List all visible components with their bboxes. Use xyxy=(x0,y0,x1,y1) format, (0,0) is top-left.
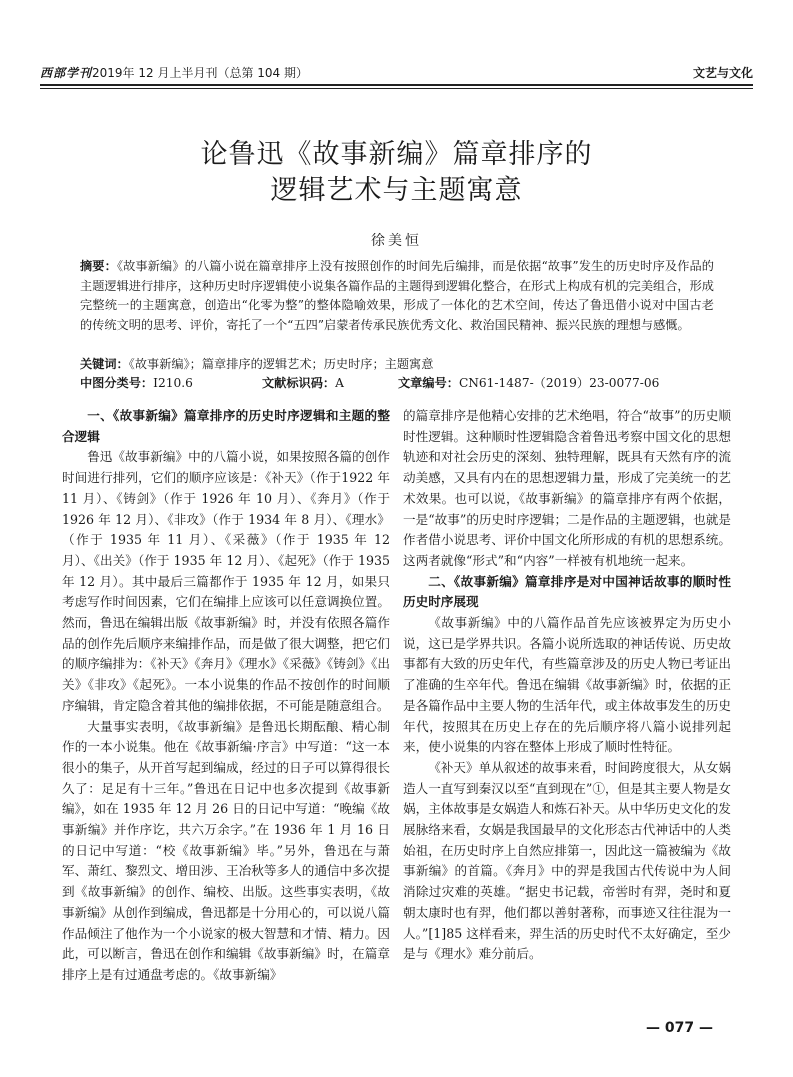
issue-info: 2019年 12 月上半月刊（总第 104 期） xyxy=(92,66,308,80)
paragraph: 鲁迅《故事新编》中的八篇小说，如果按照各篇的创作时间进行排列，它们的顺序应该是：《补天》（作于1922 年 11 月）、《铸剑》（作于 1926 年 10 月）、《奔月》（作于 1926 年 12 月）、《非攻》（作于 1934 年 8 月）、《理水》（作于 1935 年 11 月）、《采薇》（作于 1935 年 12 月）、《出关》（作于 1935 年 12 月）、《起死》（作于 1935 年 12 月）。其中最后三篇都作于 1935 年 12 月，如果只考虑写作时间因素，它们在编排上应该可以任意调换位置。然而，鲁迅在编辑出版《故事新编》时，并没有依照各篇作品的创作先后顺序来编排作品，而是做了很大调整，把它们的顺序编排为：《补天》《奔月》《理水》《采薇》《铸剑》《出关》《非攻》《起死》。一本小说集的作品不按创作的时间顺序编辑，肯定隐含着其他的编排依据，不可能是随意组合。 xyxy=(62,449,390,713)
article-title-line-2: 逻辑艺术与主题寓意 xyxy=(270,175,523,206)
header-rule xyxy=(40,84,753,86)
doc-value: A xyxy=(335,376,344,390)
keywords-text: 《故事新编》；篇章排序的逻辑艺术；历史时序；主题寓意 xyxy=(128,357,434,371)
page-number: — 077 — xyxy=(646,1020,713,1036)
right-column xyxy=(403,406,731,965)
article-number xyxy=(398,374,659,391)
keywords-label: 关键词： xyxy=(80,357,129,371)
paragraph: 的篇章排序是他精心安排的艺术绝唱，符合“故事”的历史顺时性逻辑。这种顺时性逻辑隐含着鲁迅考察中国文化的思想轨迹和对社会历史的深刻、独特理解，既具有天然有序的流动美感，又具有内在的思想逻辑力量，形成了完美统一的艺术效果。也可以说，《故事新编》的篇章排序有两个依据，一是“故事”的历史时序逻辑；二是作品的主题逻辑，也就是作者借小说思考、评价中国文化所形成的有机的思想系统。这两者就像“形式”和“内容”一样被有机地统一起来。 xyxy=(403,408,731,568)
doc-label: 文献标识码： xyxy=(262,376,336,390)
abstract xyxy=(80,257,714,335)
keywords xyxy=(80,355,714,374)
paragraph: 《故事新编》中的八篇作品首先应该被界定为历史小说，这已是学界共识。各篇小说所选取的神话传说、历史故事都有大致的历史年代，有些篇章涉及的历史人物已考证出了准确的生卒年代。鲁迅在编辑《故事新编》时，依据的正是各篇作品中主要人物的生活年代，或主体故事发生的历史年代，按照其在历史上存在的先后顺序将八篇小说排列起来，使小说集的内容在整体上形成了顺时性特征。 xyxy=(403,615,731,755)
article-number-label: 文章编号： xyxy=(398,376,459,390)
author-name: 徐美恒 xyxy=(371,233,422,249)
article-number-value: CN61-1487-（2019）23-0077-06 xyxy=(458,376,660,390)
section-name: 文艺与文化 xyxy=(692,66,753,80)
abstract-label: 摘要： xyxy=(80,259,117,273)
journal-masthead: 西部学刊 xyxy=(40,66,93,80)
paragraph: 大量事实表明，《故事新编》是鲁迅长期酝酿、精心制作的一本小说集。他在《故事新编·序言》中写道：“这一本很小的集子，从开首写起到编成，经过的日子可以算得很长久了：足足有十三年。”鲁迅在日记中也多次提到《故事新编》，如在 1935 年 12 月 26 日的日记中写道：“晚编《故事新编》并作序讫，共六万余字。”在 1936 年 1 月 16 日的日记中写道：“校《故事新编》毕。”另外，鲁迅在与萧军、萧红、黎烈文、增田涉、王冶秋等多人的通信中多次提到《故事新编》的创作、编校、出版。这些事实表明，《故事新编》从创作到编成，鲁迅都是十分用心的，可以说八篇作品倾注了他作为一个小说家的极大智慧和才情、精力。因此，可以断言，鲁迅在创作和编辑《故事新编》时，在篇章排序上是有过通盘考虑的。《故事新编》 xyxy=(62,718,390,982)
clc-number xyxy=(80,374,193,391)
running-header xyxy=(40,60,753,80)
header-rule-thin xyxy=(40,88,753,89)
clc-label: 中图分类号： xyxy=(80,376,154,390)
section-heading-1: 一、《故事新编》篇章排序的历史时序逻辑和主题的整合逻辑 xyxy=(62,408,390,444)
section-heading-2: 二、《故事新编》篇章排序是对中国神话故事的顺时性历史时序展现 xyxy=(403,573,731,610)
article-title-line-1: 论鲁迅《故事新编》篇章排序的 xyxy=(200,139,593,170)
left-column xyxy=(62,406,390,986)
paragraph: 《补天》单从叙述的故事来看，时间跨度很大，从女娲造人一直写到秦汉以至“直到现在”①，但是其主要人物是女娲，主体故事是女娲造人和炼石补天。从中华历史文化的发展脉络来看，女娲是我国最早的文化形态古代神话中的人类始祖，在历史时序上自然应排第一，因此这一篇被编为《故事新编》的首篇。《奔月》中的羿是我国古代传说中为人间消除过灾难的英雄。“据史书记载，帝喾时有羿，尧时和夏朝太康时也有羿，他们都以善射著称，而事迹又往往混为一人。”[1]85 这样看来，羿生活的历史时代不太好确定，至少是与《理水》难分前后。 xyxy=(403,759,731,962)
clc-value: I210.6 xyxy=(153,376,193,390)
header-left xyxy=(40,64,308,81)
doc-code xyxy=(262,374,344,391)
abstract-text: 《故事新编》的八篇小说在篇章排序上没有按照创作的时间先后编排，而是依据“故事”发生的历史时序及作品的主题逻辑进行排序，这种历史时序逻辑使小说集各篇作品的主题得到逻辑化整合，在形式上构成有机的完美组合，形成完整统一的主题寓意，创造出“化零为整”的整体隐喻效果，形成了一体化的艺术空间，传达了鲁迅借小说对中国古老的传统文明的思考、评价，寄托了一个“五四”启蒙者传承民族优秀文化、救治国民精神、振兴民族的理想与感慨。 xyxy=(80,259,714,332)
